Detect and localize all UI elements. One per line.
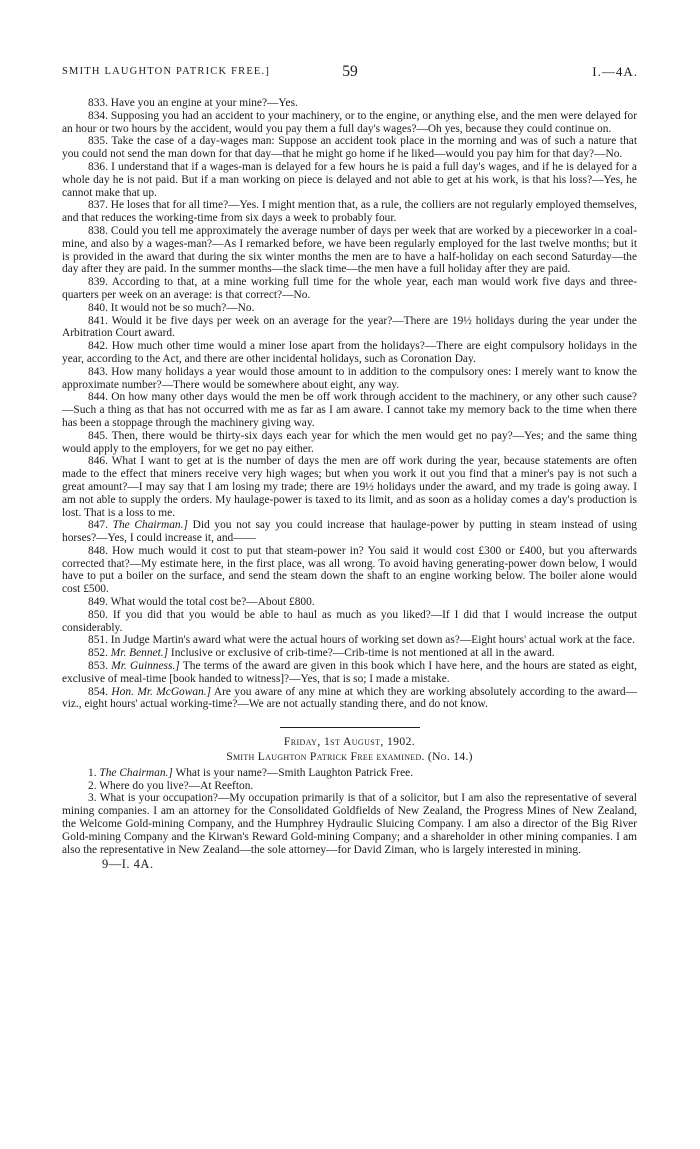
question-paragraph	[62, 647, 637, 660]
question-paragraph	[62, 634, 637, 647]
question-paragraph	[62, 609, 637, 635]
speaker-name: Mr. Bennet.]	[110, 647, 169, 660]
question-paragraph	[62, 391, 637, 429]
question-number: 836.	[88, 160, 108, 173]
question-paragraph	[62, 135, 637, 161]
section-divider	[280, 727, 420, 728]
question-text: Are you aware of any mine at which they are working absolutely according to the award—viz., eight hours' actual working-time?—We are not actually standing there, and do not know.	[62, 685, 638, 711]
question-paragraph	[62, 315, 637, 341]
question-number: 839.	[88, 276, 108, 289]
question-text: What is your name?—Smith Laughton Patrick Free.	[175, 766, 414, 779]
question-number: 850.	[88, 608, 108, 621]
question-number: 2.	[88, 779, 97, 792]
question-text: Then, there would be thirty-six days each year for which the men would get no pay?—Yes; and the same thing would apply to the employers, for we get no pay either.	[62, 429, 637, 455]
question-number: 837.	[88, 199, 108, 212]
question-paragraph	[62, 225, 637, 276]
question-text: It would not be so much?—No.	[110, 301, 255, 314]
speaker-name: The Chairman.]	[99, 766, 173, 779]
question-text: Supposing you had an accident to your machinery, or to the engine, or anything else, and the men were delayed for an hour or two hours by the accident, would you pay them a full day's wages?—Oh yes, because they could continue on.	[62, 109, 637, 135]
question-text: How much would it cost to put that steam-power in? You said it would cost £300 or £400, but you afterwards corrected that?—My estimate here, in the first place, was all wrong. To avoid having generating-power down below, I would have to put a boiler on the surface, and send the steam down the shaft to an engine working below. The boiler alone would cost £500.	[62, 544, 637, 596]
question-text: What I want to get at is the number of days the men are off work during the year, because statements are often made to the effect that miners receive very high wages; but when you work it out you find that a miner's pay is not such a great amount?—I may say that I am losing my trade; there are 19½ holidays under the award, and my trade is going away. I am not able to supply the orders. My haulage-power is taxed to its limit, and as soon as a holiday comes a day's production is lost. That is a loss to me.	[62, 455, 637, 519]
question-paragraph	[62, 660, 637, 686]
page-header	[62, 64, 638, 84]
question-text: If you did that you would be able to haul as much as you liked?—If I did that I would increase the output considerably.	[62, 608, 637, 634]
question-paragraph	[62, 519, 637, 545]
question-number: 853.	[88, 660, 108, 673]
question-paragraph	[62, 302, 637, 315]
question-text: Where do you live?—At Reefton.	[99, 779, 254, 792]
question-paragraph	[62, 430, 637, 456]
question-number: 1.	[88, 766, 97, 779]
question-number: 852.	[88, 647, 108, 660]
question-number: 851.	[88, 634, 108, 647]
question-paragraph	[62, 97, 637, 110]
question-number: 840.	[88, 301, 108, 314]
question-number: 848.	[88, 544, 108, 557]
question-number: 845.	[88, 429, 108, 442]
hearing-date: Friday, 1st August, 1902.	[283, 735, 416, 749]
question-text: On how many other days would the men be off work through accident to the machinery, or any other such cause?—Such a thing as that has not occurred with me as far as I am aware. I cannot take my memory back to the time when there has been a stoppage through the machinery giving way.	[62, 391, 637, 429]
question-paragraph	[62, 596, 637, 609]
question-paragraph	[62, 161, 637, 199]
question-list-witness	[62, 767, 637, 857]
question-number: 3.	[88, 792, 97, 805]
question-paragraph	[62, 780, 637, 793]
question-list	[62, 97, 637, 711]
question-text: He loses that for all time?—Yes. I might mention that, as a rule, the colliers are not regularly employed themselves, and that reduces the working-time from six days a week to probably four.	[62, 199, 637, 225]
question-paragraph	[62, 686, 637, 712]
question-text: The terms of the award are given in this book which I have here, and the hours are stated as eight, exclusive of meal-time [book handed to witness]?—Yes, that is so; I made a mistake.	[62, 660, 637, 685]
question-number: 854.	[88, 685, 108, 698]
question-text: Take the case of a day-wages man: Suppose an accident took place in the morning and was of such a nature that you could not send the man down for that day—that he might go home if he liked—would you pay him for that day?—No.	[62, 135, 637, 161]
question-paragraph	[62, 276, 637, 302]
witness-heading: Smith Laughton Patrick Free examined. (No. 14.)	[226, 750, 473, 764]
page-number: 59	[342, 63, 358, 80]
question-text: According to that, at a mine working full time for the whole year, each man would work five days and three-quarters per week on an average: is that correct?—No.	[62, 276, 638, 301]
question-number: 847.	[88, 519, 108, 532]
question-text: What would the total cost be?—About £800.	[110, 596, 315, 609]
question-number: 842.	[88, 340, 108, 353]
question-text: Inclusive or exclusive of crib-time?—Crib-time is not mentioned at all in the award.	[170, 647, 555, 660]
question-paragraph	[62, 110, 637, 136]
question-number: 838.	[88, 224, 108, 237]
question-text: Did you not say you could increase that haulage-power by putting in steam instead of using horses?—Yes, I could increase it, and——	[62, 519, 637, 545]
question-paragraph	[62, 792, 637, 856]
question-number: 834.	[88, 109, 108, 122]
question-number: 841.	[88, 314, 108, 327]
question-paragraph	[62, 455, 637, 519]
question-paragraph	[62, 340, 637, 366]
speaker-name: Mr. Guinness.]	[111, 660, 180, 673]
signature-mark: 9—I. 4A.	[102, 857, 154, 872]
question-number: 835.	[88, 135, 108, 148]
question-text: What is your occupation?—My occupation primarily is that of a solicitor, but I am also the representative of several mining companies. I am an attorney for the Consolidated Goldfields of New Zealand, the Progress Mines of New Zealand, the Welcome Gold-mining Company, and the Humphrey Hydraulic Sluicing Company. I am also a director of the Big River Gold-mining Company and the Kirwan's Reward Gold-mining Company; and a shareholder in other mining companies. I am also the representative in New Zealand—the sole attorney—for David Ziman, who is largely interested in mining.	[62, 792, 637, 856]
question-number: 849.	[88, 596, 108, 609]
question-number: 843.	[88, 365, 108, 378]
question-number: 833.	[88, 97, 108, 109]
speaker-name: Hon. Mr. McGowan.]	[111, 685, 212, 698]
question-text: Would it be five days per week on an average for the year?—There are 19½ holidays during the year under the Arbitration Court award.	[62, 314, 637, 340]
question-text: In Judge Martin's award what were the actual hours of working set down as?—Eight hours' actual work at the face.	[110, 634, 635, 647]
question-text: I understand that if a wages-man is delayed for a few hours he is paid a full day's wages, and if he is delayed for a whole day he is not paid. But if a man working on piece is delayed and not able to get at his work, is that his loss?—Yes, he cannot make that up.	[62, 160, 637, 199]
question-paragraph	[62, 767, 637, 780]
question-text: Could you tell me approximately the average number of days per week that are worked by a pieceworker in a coal-mine, and also by a wages-man?—As I remarked before, we have been regularly employed for the last twelve months; but it is provided in the award that during the six winter months the men are to have a half-holiday on each second Saturday—the day after they are paid. In the summer months—the slack time—the men have a full holiday after they are paid.	[62, 224, 637, 276]
question-number: 846.	[88, 455, 108, 468]
page-body	[62, 97, 637, 871]
running-head: SMITH LAUGHTON PATRICK FREE.]	[62, 66, 271, 77]
paper-reference: I.—4A.	[592, 64, 638, 79]
question-paragraph	[62, 366, 637, 392]
question-text: How much other time would a miner lose apart from the holidays?—There are eight compulsory holidays in the year, according to the Act, and there are other incidental holidays, such as Coronation Day.	[62, 340, 637, 365]
question-paragraph	[62, 545, 637, 596]
question-number: 844.	[88, 391, 108, 404]
question-text: How many holidays a year would those amount to in addition to the compulsory ones: I merely want to know the approximate number?—There would be somewhere about eight, any way.	[62, 365, 637, 391]
speaker-name: The Chairman.]	[112, 519, 188, 532]
question-text: Have you an engine at your mine?—Yes.	[110, 97, 298, 109]
question-paragraph	[62, 199, 637, 225]
